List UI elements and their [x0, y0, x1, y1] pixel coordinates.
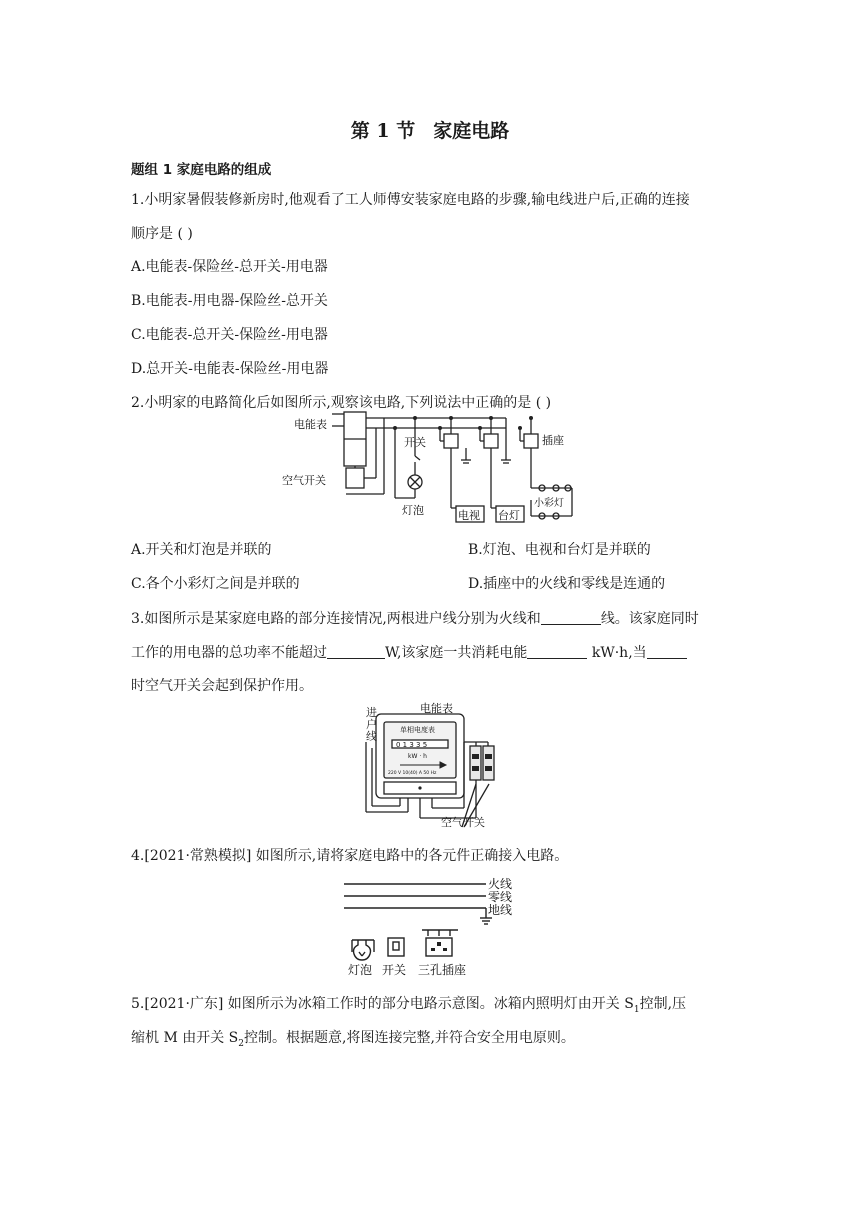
section-heading: 题组 1 家庭电路的组成: [131, 162, 272, 178]
q3-blank-4[interactable]: [647, 642, 687, 659]
q3-line1: [131, 608, 699, 629]
q3-text-1b: 线。该家庭同时: [600, 611, 699, 627]
label-meter: 电能表: [294, 418, 327, 431]
q2-option-d[interactable]: D.插座中的火线和零线是连通的: [468, 576, 666, 592]
q2-circuit-diagram: [280, 404, 580, 530]
q5-line2: [131, 1028, 575, 1054]
label-lamp: 台灯: [498, 509, 520, 522]
q3-line2: [131, 642, 687, 663]
label-earth-wire: 地线: [488, 903, 513, 917]
label-bulb: 灯泡: [402, 504, 424, 517]
q4-stem: 4.[2021·常熟模拟] 如图所示,请将家庭电路中的各元件正确接入电路。: [131, 848, 569, 864]
q5-sub-1: 1: [633, 1004, 640, 1015]
title-number: 第 1 节: [350, 120, 416, 142]
page-title: [0, 116, 860, 143]
label-bulb: 灯泡: [348, 963, 373, 977]
q3-text-2b: W,该家庭一共消耗电能: [385, 645, 528, 661]
q2-option-a[interactable]: A.开关和灯泡是并联的: [131, 542, 272, 558]
meter-reading: 0 1 3 3 5: [396, 741, 428, 749]
label-switch: 开关: [404, 436, 426, 449]
q3-text-2a: 工作的用电器的总功率不能超过: [131, 645, 327, 661]
q5-text-1a: 5.[2021·广东] 如图所示为冰箱工作时的部分电路示意图。冰箱内照明灯由开关 S: [131, 996, 634, 1012]
q2-option-b[interactable]: B.灯泡、电视和台灯是并联的: [468, 542, 651, 558]
label-live-wire: 火线: [488, 877, 513, 891]
q2-stem: 2.小明家的电路简化后如图所示,观察该电路,下列说法中正确的是 ( ): [131, 395, 552, 411]
meter-face-title: 单相电度表: [400, 726, 435, 734]
q4-wiring-diagram: [338, 874, 518, 980]
label-switch: 开关: [382, 963, 407, 977]
meter-spec: 220 V 10(40) A 50 Hz: [388, 771, 437, 776]
q1-option-c[interactable]: C.电能表-总开关-保险丝-用电器: [131, 327, 328, 343]
q1-option-d[interactable]: D.总开关-电能表-保险丝-用电器: [131, 361, 329, 377]
q5-line1: [131, 994, 686, 1020]
q1-stem-line2: 顺序是 ( ): [131, 226, 193, 242]
label-lights: 小彩灯: [534, 498, 564, 509]
q5-sub-2: 2: [238, 1038, 245, 1049]
breaker-box: [346, 468, 364, 488]
label-tv: 电视: [458, 509, 480, 522]
q3-text-1a: 3.如图所示是某家庭电路的部分连接情况,两根进户线分别为火线和: [131, 611, 541, 627]
q5-text-2a: 缩机 M 由开关 S: [131, 1030, 239, 1046]
q5-text-2b: 控制。根据题意,将图连接完整,并符合安全用电原则。: [244, 1030, 575, 1046]
label-socket: 三孔插座: [418, 963, 467, 977]
meter-unit: kW · h: [408, 753, 427, 760]
label-socket: 插座: [542, 434, 564, 447]
label-neutral-wire: 零线: [488, 890, 513, 904]
title-text: 家庭电路: [433, 120, 510, 142]
q1-option-a[interactable]: A.电能表-保险丝-总开关-用电器: [131, 259, 328, 275]
q3-blank-2[interactable]: [327, 642, 385, 659]
label-inlet-wire: 进户线: [366, 706, 377, 743]
label-meter: 电能表: [420, 702, 453, 715]
q2-option-c[interactable]: C.各个小彩灯之间是并联的: [131, 576, 300, 592]
q3-line3: 时空气开关会起到保护作用。: [131, 678, 313, 694]
q5-text-1b: 控制,压: [639, 996, 687, 1012]
q1-option-b[interactable]: B.电能表-用电器-保险丝-总开关: [131, 293, 328, 309]
q3-blank-1[interactable]: [541, 608, 601, 625]
q1-stem-line1: 1.小明家暑假装修新房时,他观看了工人师傅安装家庭电路的步骤,输电线进户后,正确的连接: [131, 192, 690, 208]
q3-text-2c: kW·h,当: [587, 645, 647, 661]
label-breaker: 空气开关: [282, 474, 326, 487]
label-air-switch: 空气开关: [441, 816, 485, 829]
q3-blank-3[interactable]: [527, 642, 587, 659]
